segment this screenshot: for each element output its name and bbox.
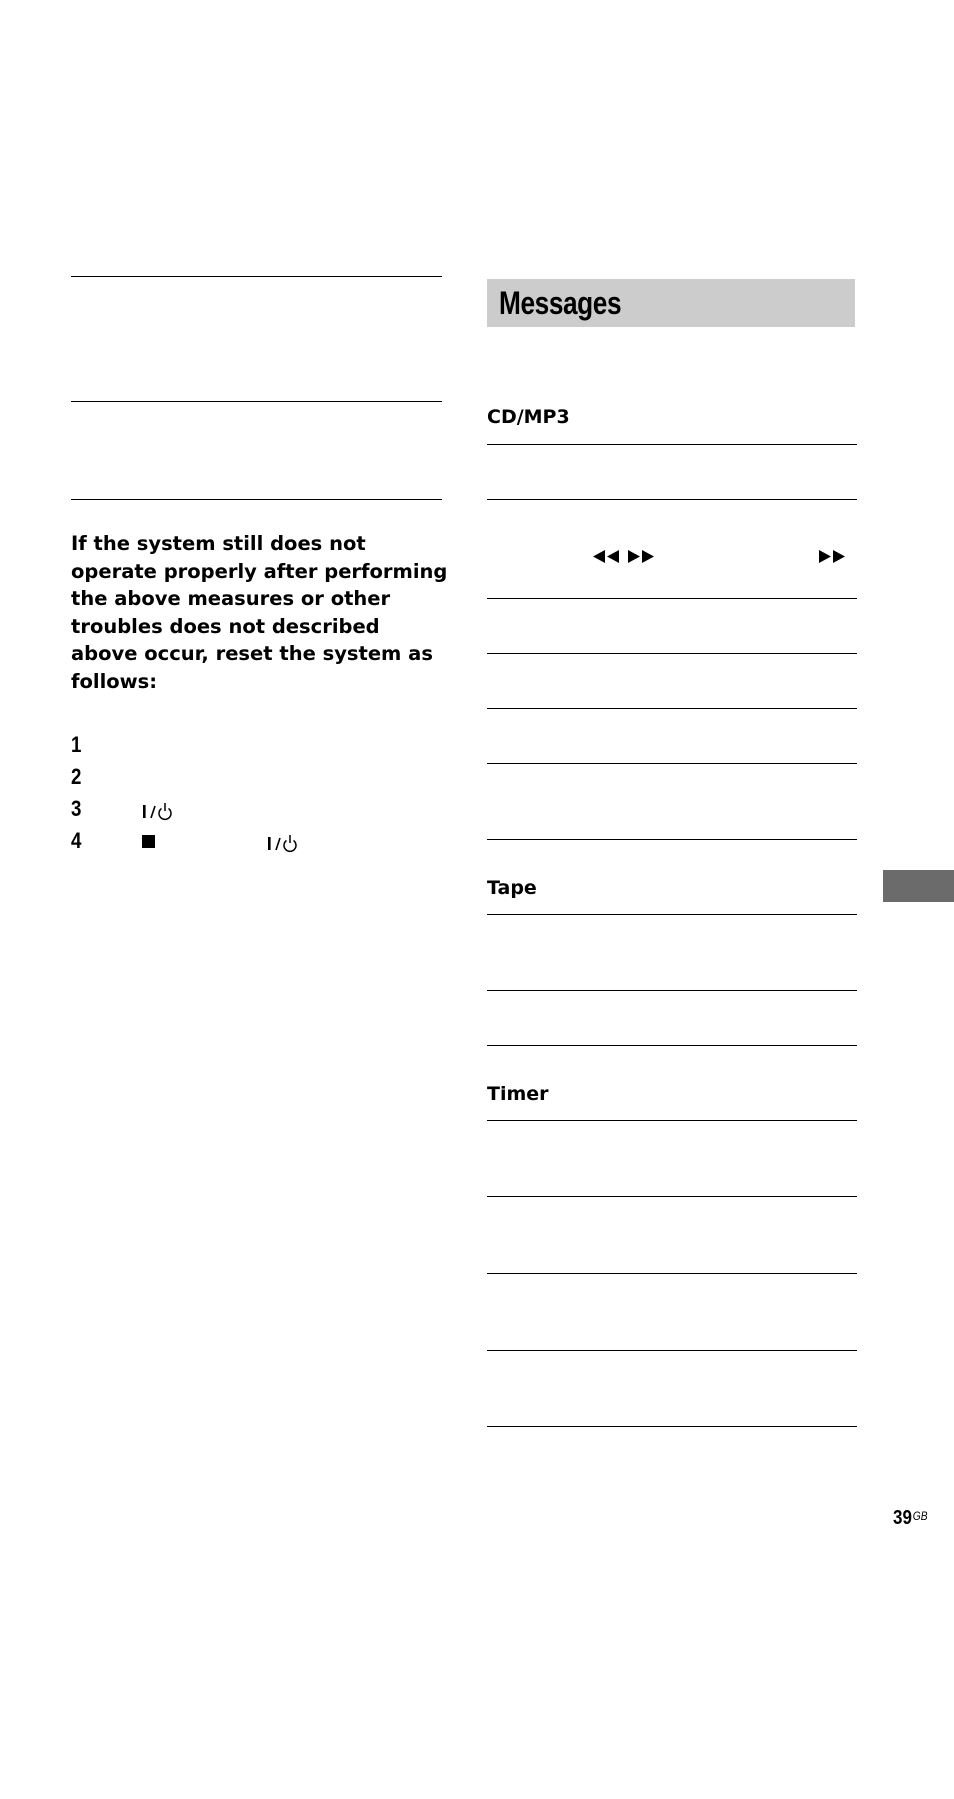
divider [487, 653, 857, 654]
divider [487, 708, 857, 709]
divider [71, 276, 442, 277]
step-number: 1 [71, 732, 82, 757]
divider [487, 1196, 857, 1197]
step-number: 4 [71, 828, 82, 853]
section-heading-tape: Tape [487, 877, 537, 899]
page-number: $39^{GB}$ [893, 1507, 928, 1529]
fast-forward-icon [818, 550, 848, 564]
section-heading-timer: Timer [487, 1083, 549, 1105]
rewind-icon [592, 550, 622, 564]
divider [487, 1350, 857, 1351]
divider [487, 763, 857, 764]
divider [487, 499, 857, 500]
divider [487, 990, 857, 991]
divider [487, 1120, 857, 1121]
power-icon [267, 832, 301, 854]
messages-banner [487, 279, 855, 327]
divider [71, 401, 442, 402]
divider [487, 914, 857, 915]
divider [487, 839, 857, 840]
stop-icon [142, 835, 156, 849]
divider [487, 1273, 857, 1274]
step-number: 3 [71, 796, 82, 821]
divider [487, 598, 857, 599]
fast-forward-icon [627, 550, 657, 564]
section-tab [883, 870, 954, 902]
language-code: GB [912, 1509, 928, 1523]
section-heading-cd-mp3: CD/MP3 [487, 406, 570, 428]
divider [487, 1045, 857, 1046]
divider [71, 499, 442, 500]
divider [487, 1426, 857, 1427]
power-icon [142, 800, 176, 822]
section-title: Messages [499, 285, 622, 321]
divider [487, 444, 857, 445]
reset-instructions: If the system still does not operate properly after performing the above measures or other troubles does not described above occur, reset the system as follows: [71, 532, 448, 693]
step-number: 2 [71, 764, 82, 789]
